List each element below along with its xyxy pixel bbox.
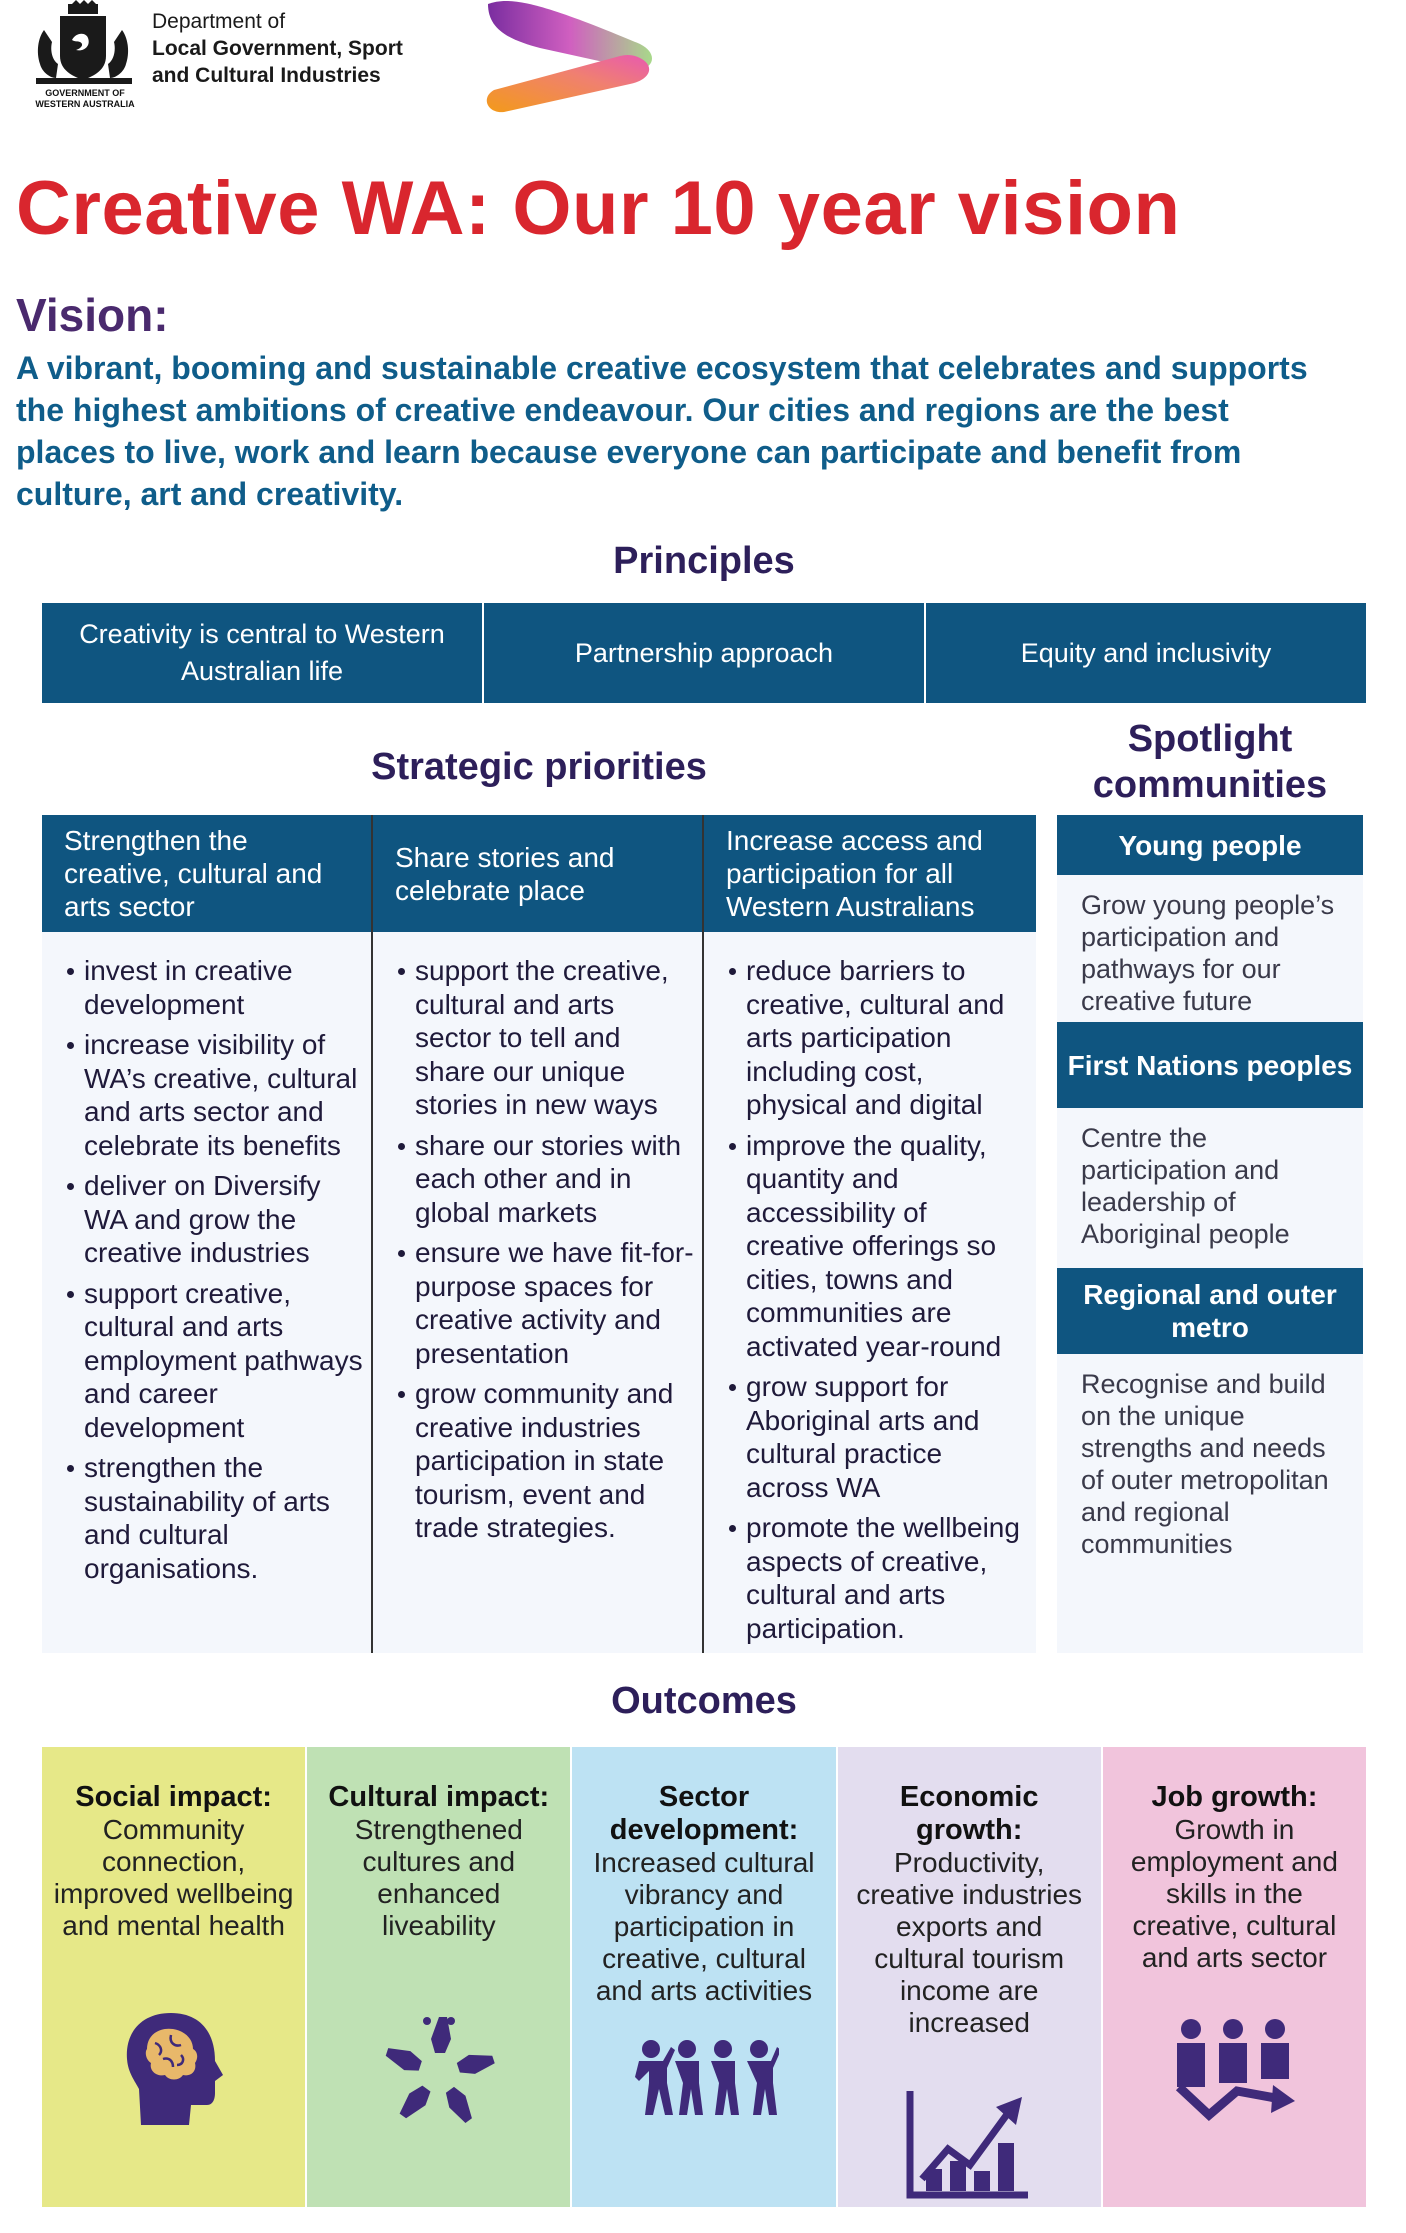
outcome-text: Community connection, improved wellbeing and mental health <box>53 1814 294 1941</box>
growth-chart-icon <box>904 2087 1034 2202</box>
list-item: grow support for Aboriginal arts and cultural practice across WA <box>726 1370 1028 1504</box>
outcome-jobs <box>1101 1747 1366 2207</box>
spotlight-title: Young people <box>1057 815 1363 875</box>
list-item: invest in creative development <box>64 954 363 1021</box>
principle-partnership: Partnership approach <box>484 603 926 703</box>
priority-column-stories <box>373 815 704 1653</box>
outcome-title: Job growth: <box>1151 1781 1318 1813</box>
outcome-title: Cultural impact: <box>328 1781 550 1813</box>
outcome-social <box>42 1747 305 2207</box>
principles-band <box>42 603 1366 703</box>
hands-circle-icon <box>379 2013 499 2133</box>
spotlight-title: First Nations peoples <box>1057 1022 1363 1108</box>
list-item: share our stories with each other and in global markets <box>395 1129 694 1230</box>
priority-title: Increase access and participation for all Western Australians <box>704 815 1036 932</box>
list-item: increase visibility of WA’s creative, cultural and arts sector and celebrate its benefits <box>64 1028 363 1162</box>
outcome-text: Growth in employment and skills in the creative, cultural and arts sector <box>1130 1814 1338 1973</box>
outcome-text: Productivity, creative industries exports and cultural tourism income are increased <box>856 1847 1083 2038</box>
outcomes-band <box>42 1747 1366 2207</box>
page-title: Creative WA: Our 10 year vision <box>16 166 1181 251</box>
priority-title: Share stories and celebrate place <box>373 815 702 932</box>
brain-head-icon <box>119 2009 229 2129</box>
priority-column-sector <box>42 815 373 1653</box>
list-item: deliver on Diversify WA and grow the creative industries <box>64 1169 363 1270</box>
outcome-cultural <box>305 1747 570 2207</box>
dept-line3: and Cultural Industries <box>152 64 381 87</box>
priority-column-access <box>704 815 1036 1653</box>
list-item: support creative, cultural and arts employment pathways and career development <box>64 1277 363 1445</box>
list-item: ensure we have fit-for-purpose spaces for creative activity and presentation <box>395 1236 694 1370</box>
list-item: improve the quality, quantity and accessibility of creative offerings so cities, towns and communities are activated year-round <box>726 1129 1028 1364</box>
people-growth-icon <box>1169 2017 1299 2127</box>
list-item: grow community and creative industries participation in state tourism, event and trade strategies. <box>395 1377 694 1545</box>
dept-line1: Department of <box>152 10 286 33</box>
outcome-economic <box>836 1747 1101 2207</box>
priority-title: Strengthen the creative, cultural and arts sector <box>42 815 371 932</box>
spotlight-text: Centre the participation and leadership of Aboriginal people <box>1081 1123 1290 1249</box>
outcome-title: Economic growth: <box>899 1781 1039 1846</box>
priority-list <box>373 932 702 1545</box>
people-group-icon <box>629 2037 779 2117</box>
priority-list <box>42 932 371 1585</box>
spotlight-title: Regional and outer metro <box>1057 1268 1363 1354</box>
outcome-title: Social impact: <box>75 1781 272 1813</box>
gov-caption <box>22 88 148 110</box>
spotlight-heading: Spotlight communities <box>1092 718 1328 806</box>
principles-heading: Principles <box>613 540 795 582</box>
outcome-sector <box>570 1747 835 2207</box>
vision-heading: Vision: <box>16 289 169 341</box>
outcome-text: Increased cultural vibrancy and participation in creative, cultural and arts activities <box>593 1847 815 2006</box>
list-item: strengthen the sustainability of arts and cultural organisations. <box>64 1451 363 1585</box>
creative-wa-chevron-icon <box>480 0 660 118</box>
gov-caption-line1: GOVERNMENT OF <box>45 88 125 98</box>
spotlight-text: Grow young people’s participation and pathways for our creative future <box>1081 890 1335 1016</box>
list-item: reduce barriers to creative, cultural and arts participation including cost, physical and digital <box>726 954 1028 1122</box>
strategic-priorities-heading: Strategic priorities <box>371 746 707 788</box>
spotlight-text: Recognise and build on the unique strengths and needs of outer metropolitan and regional communities <box>1081 1369 1329 1559</box>
dept-line2: Local Government, Sport <box>152 37 403 60</box>
gov-caption-line2: WESTERN AUSTRALIA <box>35 99 135 109</box>
list-item: support the creative, cultural and arts sector to tell and share our unique stories in new ways <box>395 954 694 1122</box>
outcome-title: Sector development: <box>609 1781 799 1846</box>
outcome-text: Strengthened cultures and enhanced liveability <box>354 1814 523 1941</box>
outcomes-heading: Outcomes <box>611 1680 797 1722</box>
principle-equity: Equity and inclusivity <box>1020 637 1272 668</box>
vision-statement: A vibrant, booming and sustainable creative ecosystem that celebrates and supports the highest ambitions of creative endeavour. Our cities and regions are the best places to live, work and learn because everyone can participate and benefit from culture, art and creativity. <box>16 350 1308 512</box>
list-item: promote the wellbeing aspects of creative, cultural and arts participation. <box>726 1511 1028 1645</box>
principle-creativity: Creativity is central to Western Australian life <box>42 603 484 703</box>
priority-list <box>704 932 1036 1645</box>
department-name <box>152 8 403 89</box>
strategic-priorities-table <box>42 815 1036 1653</box>
spotlight-panel <box>1057 815 1363 1653</box>
